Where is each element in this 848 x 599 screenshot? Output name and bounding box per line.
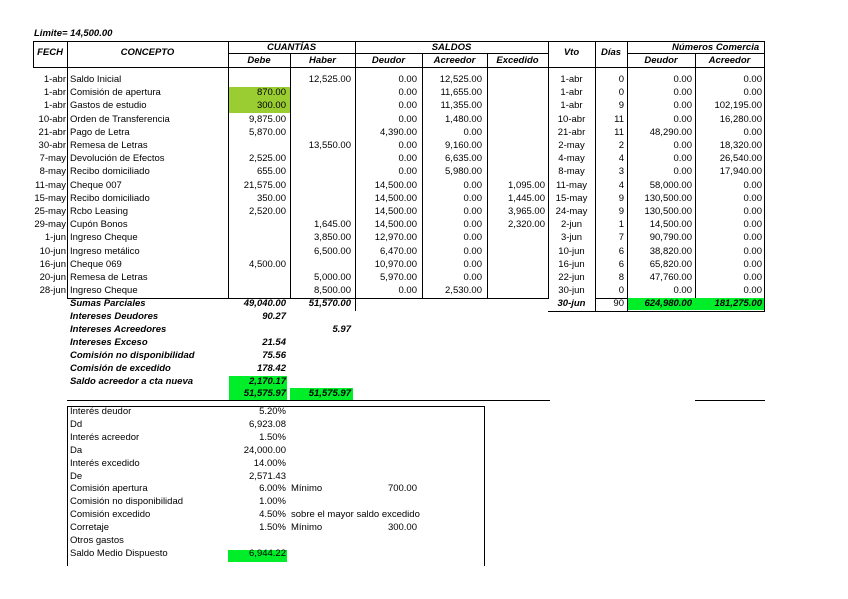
- cell-acreedor: 0.00: [463, 126, 482, 138]
- totals-vto: 30-jun: [557, 298, 586, 309]
- cell-concepto: Ingreso Cheque: [70, 232, 138, 244]
- cell-fecha: 1-abr: [43, 74, 66, 85]
- cell-concepto: Gastos de estudio: [70, 100, 147, 112]
- cell-acreedor: 0.00: [463, 179, 482, 191]
- col-header-haber: Haber: [309, 55, 336, 66]
- cell-num-acreedor: 0.00: [743, 87, 762, 99]
- col-header-concepto: CONCEPTO: [120, 47, 175, 58]
- cell-concepto: Devolución de Efectos: [70, 153, 165, 165]
- cell-acreedor: 11,655.00: [440, 87, 482, 99]
- cell-num-deudor: 0.00: [673, 74, 692, 85]
- param-extra-value: 300.00: [387, 522, 417, 534]
- cell-acreedor: 12,525.00: [439, 74, 482, 85]
- cell-fecha: 1-jun: [44, 232, 66, 244]
- cell-deudor: 0.00: [398, 140, 417, 151]
- cell-num-deudor: 0.00: [673, 140, 692, 151]
- cell-haber: 8,500.00: [314, 285, 351, 297]
- cell-acreedor: 5,980.00: [445, 166, 482, 178]
- col-header-excedido: Excedido: [496, 55, 539, 66]
- param-value: 2,571.43: [249, 470, 286, 482]
- param-value: 1.50%: [259, 522, 286, 534]
- cell-debe: 300.00: [256, 100, 286, 112]
- cell-num-acreedor: 0.00: [743, 272, 762, 283]
- param-extra-value: 700.00: [387, 483, 417, 495]
- cell-deudor: 14,500.00: [374, 179, 417, 191]
- cell-excedido: 3,965.00: [508, 206, 545, 217]
- summary-debe: 21.54: [262, 336, 286, 348]
- cell-acreedor: 9,160.00: [445, 140, 482, 151]
- cell-acreedor: 2,530.00: [445, 285, 482, 297]
- param-label: Otros gastos: [70, 535, 124, 546]
- cell-vto: 21-abr: [557, 126, 586, 138]
- cell-dias: 9: [618, 192, 624, 204]
- cell-debe: 9,875.00: [249, 113, 286, 125]
- param-value: 24,000.00: [243, 444, 286, 456]
- cell-concepto: Ingreso Cheque: [70, 285, 138, 297]
- cell-deudor: 6,470.00: [380, 245, 417, 257]
- cell-concepto: Ingreso metálico: [70, 245, 140, 257]
- param-label: Comisión apertura: [70, 483, 148, 495]
- cell-num-deudor: 38,820.00: [649, 245, 692, 257]
- cell-dias: 1: [618, 219, 624, 231]
- cell-vto: 22-jun: [558, 272, 585, 283]
- cell-fecha: 1-abr: [43, 100, 66, 112]
- col-header-num-deudor: Deudor: [644, 55, 678, 66]
- col-header-acreedor: Acreedor: [433, 55, 476, 66]
- cell-acreedor: 0.00: [463, 206, 482, 217]
- cell-acreedor: 11,355.00: [440, 100, 482, 112]
- cell-vto: 3-jun: [560, 232, 583, 244]
- cell-fecha: 7-may: [39, 153, 66, 165]
- cell-vto: 24-may: [555, 206, 588, 217]
- cell-acreedor: 0.00: [463, 232, 482, 244]
- cell-fecha: 25-may: [34, 206, 66, 217]
- cell-acreedor: 0.00: [463, 219, 482, 231]
- summary-label: Intereses Deudores: [70, 311, 159, 322]
- cell-haber: 13,550.00: [308, 140, 351, 151]
- cell-concepto: Rcbo Leasing: [70, 206, 129, 217]
- cell-num-deudor: 130,500.00: [644, 206, 692, 217]
- col-header-cuantias: CUANTÍAS: [266, 42, 317, 53]
- cell-concepto: Orden de Transferencia: [70, 113, 170, 125]
- cell-num-acreedor: 0.00: [743, 179, 762, 191]
- cell-deudor: 14,500.00: [374, 206, 417, 217]
- cell-deudor: 0.00: [398, 285, 417, 297]
- cell-dias: 7: [618, 232, 624, 244]
- cell-acreedor: 0.00: [463, 272, 482, 283]
- grid-line: [290, 53, 291, 299]
- summary-label: Intereses Exceso: [70, 336, 148, 348]
- summary-debe: 90.27: [262, 311, 286, 322]
- param-label: Da: [70, 444, 83, 456]
- cell-num-acreedor: 18,320.00: [719, 140, 762, 151]
- summary-haber: 5.97: [332, 323, 351, 335]
- cell-deudor: 10,970.00: [374, 258, 417, 270]
- cell-debe: 350.00: [256, 192, 286, 204]
- cell-deudor: 5,970.00: [380, 272, 417, 283]
- col-header-fech: FECH: [37, 47, 63, 58]
- limit-label: Limite= 14,500.00: [34, 28, 113, 39]
- cell-deudor: 0.00: [398, 87, 417, 99]
- summary-debe: 2,170.17: [249, 375, 286, 387]
- cell-fecha: 30-abr: [38, 140, 66, 151]
- header-bottom-border: [33, 67, 765, 68]
- cell-num-deudor: 0.00: [673, 100, 692, 112]
- cell-num-acreedor: 26,540.00: [719, 153, 762, 165]
- cell-num-acreedor: 0.00: [743, 74, 762, 85]
- cell-concepto: Pago de Letra: [70, 126, 130, 138]
- cell-num-deudor: 14,500.00: [649, 219, 692, 231]
- param-value: 4.50%: [259, 509, 286, 521]
- final-total-debe: 51,575.97: [243, 388, 286, 399]
- cell-vto: 1-abr: [560, 74, 583, 85]
- col-header-saldos: SALDOS: [431, 42, 472, 53]
- cell-num-acreedor: 0.00: [743, 245, 762, 257]
- col-header-deudor: Deudor: [371, 55, 406, 66]
- cell-haber: 12,525.00: [308, 74, 351, 85]
- cell-fecha: 16-jun: [39, 258, 66, 270]
- cell-dias: 11: [614, 113, 624, 125]
- summary-label: Comisión de excedido: [70, 362, 171, 374]
- param-value: 14.00%: [253, 457, 286, 469]
- cell-num-acreedor: 102,195.00: [714, 100, 762, 112]
- final-total-haber: 51,575.97: [308, 388, 351, 399]
- cell-concepto: Cheque 069: [70, 258, 122, 270]
- cell-deudor: 0.00: [398, 100, 417, 112]
- cell-num-acreedor: 0.00: [743, 206, 762, 217]
- cell-debe: 21,575.00: [243, 179, 286, 191]
- cell-debe: 2,520.00: [249, 206, 286, 217]
- cell-concepto: Recibo domiciliado: [70, 166, 150, 178]
- grid-line: [487, 53, 488, 299]
- cell-concepto: Cupón Bonos: [70, 219, 128, 231]
- cell-vto: 2-may: [558, 140, 585, 151]
- cell-haber: 3,850.00: [314, 232, 351, 244]
- cell-concepto: Cheque 007: [70, 179, 122, 191]
- cell-deudor: 0.00: [398, 166, 417, 178]
- cell-fecha: 21-abr: [38, 126, 66, 138]
- cell-num-acreedor: 17,940.00: [719, 166, 762, 178]
- cell-num-acreedor: 16,280.00: [719, 113, 762, 125]
- totals-debe: 49,040.00: [243, 298, 286, 309]
- cell-haber: 1,645.00: [314, 219, 351, 231]
- cell-vto: 1-abr: [560, 87, 583, 99]
- cell-dias: 9: [618, 206, 624, 217]
- cell-num-deudor: 0.00: [673, 285, 692, 297]
- cell-acreedor: 6,635.00: [445, 153, 482, 165]
- param-label: Interés excedido: [70, 457, 140, 469]
- summary-bottom-border: [695, 400, 765, 401]
- param-label: Saldo Medio Dispuesto: [70, 547, 168, 559]
- cell-deudor: 4,390.00: [380, 126, 417, 138]
- cell-dias: 11: [614, 126, 624, 138]
- col-header-dias: Días: [600, 47, 622, 58]
- cell-num-deudor: 47,760.00: [649, 272, 692, 283]
- cell-vto: 2-jun: [560, 219, 583, 231]
- param-value: 6.00%: [259, 483, 286, 495]
- cell-debe: 870.00: [256, 87, 286, 99]
- param-label: De: [70, 470, 83, 482]
- param-label: Comisión excedido: [70, 509, 151, 521]
- cell-num-deudor: 65,820.00: [649, 258, 692, 270]
- param-label: Corretaje: [70, 522, 110, 534]
- param-extra: Mínimo: [291, 483, 323, 495]
- cell-dias: 2: [618, 140, 624, 151]
- cell-num-acreedor: 0.00: [743, 126, 762, 138]
- cell-num-deudor: 0.00: [673, 87, 692, 99]
- cell-num-acreedor: 0.00: [743, 285, 762, 297]
- cell-acreedor: 0.00: [463, 192, 482, 204]
- col-header-vto: Vto: [563, 47, 580, 58]
- cell-num-deudor: 0.00: [673, 113, 692, 125]
- cell-deudor: 12,970.00: [374, 232, 417, 244]
- cell-debe: 655.00: [256, 166, 286, 178]
- cell-haber: 5,000.00: [314, 272, 351, 283]
- cell-num-acreedor: 0.00: [743, 232, 762, 244]
- cell-vto: 10-abr: [557, 113, 586, 125]
- col-header-numeros: Números Comercia: [672, 42, 760, 53]
- summary-label: Saldo acreedor a cta nueva: [70, 375, 194, 387]
- cell-num-deudor: 48,290.00: [649, 126, 692, 138]
- summary-label: Comisión no disponibilidad: [70, 349, 195, 361]
- cell-acreedor: 0.00: [463, 258, 482, 270]
- cell-dias: 6: [618, 245, 624, 257]
- cell-fecha: 10-jun: [39, 245, 66, 257]
- cell-debe: 2,525.00: [249, 153, 286, 165]
- cell-dias: 0: [618, 285, 624, 297]
- cell-concepto: Recibo domiciliado: [70, 192, 150, 204]
- totals-label: Sumas Parciales: [70, 298, 146, 309]
- cell-fecha: 28-jun: [39, 285, 66, 297]
- totals-dias: 90: [613, 298, 624, 309]
- cell-concepto: Remesa de Letras: [70, 272, 148, 283]
- cell-dias: 0: [618, 74, 624, 85]
- summary-bottom-border: [67, 400, 550, 401]
- cell-vto: 1-abr: [560, 100, 583, 112]
- param-value: 6,944.22: [249, 547, 286, 559]
- cell-dias: 9: [618, 100, 624, 112]
- param-label: Interés acreedor: [70, 431, 140, 443]
- param-value: 1.50%: [259, 431, 286, 443]
- cell-dias: 4: [618, 153, 624, 165]
- cell-deudor: 0.00: [398, 74, 417, 85]
- cell-dias: 8: [618, 272, 624, 283]
- col-header-debe: Debe: [247, 55, 271, 66]
- cell-vto: 8-may: [558, 166, 585, 178]
- cell-fecha: 29-may: [34, 219, 66, 231]
- param-extra: sobre el mayor saldo excedido: [291, 509, 420, 521]
- cell-debe: 5,870.00: [249, 126, 286, 138]
- grid-line: [67, 41, 68, 299]
- cell-deudor: 14,500.00: [374, 192, 417, 204]
- cell-num-acreedor: 0.00: [743, 258, 762, 270]
- totals-num-deudor: 624,980.00: [644, 298, 692, 309]
- cell-fecha: 1-abr: [43, 87, 66, 99]
- cell-fecha: 8-may: [39, 166, 66, 178]
- cell-vto: 30-jun: [558, 285, 585, 297]
- cell-dias: 0: [618, 87, 624, 99]
- cell-num-deudor: 58,000.00: [649, 179, 692, 191]
- cell-acreedor: 0.00: [463, 245, 482, 257]
- cell-excedido: 2,320.00: [508, 219, 545, 231]
- cell-num-deudor: 130,500.00: [644, 192, 692, 204]
- cell-num-acreedor: 0.00: [743, 219, 762, 231]
- param-value: 5.20%: [259, 406, 286, 417]
- cell-dias: 3: [618, 166, 624, 178]
- summary-debe: 75.56: [262, 349, 286, 361]
- summary-label: Intereses Acreedores: [70, 323, 167, 335]
- param-value: 6,923.08: [249, 418, 286, 430]
- cell-concepto: Remesa de Letras: [70, 140, 148, 151]
- cell-vto: 11-may: [556, 179, 587, 191]
- cell-dias: 6: [618, 258, 624, 270]
- body-bottom-border: [355, 298, 548, 299]
- cell-concepto: Saldo Inicial: [70, 74, 122, 85]
- cell-fecha: 15-may: [34, 192, 66, 204]
- cell-vto: 15-may: [555, 192, 588, 204]
- cell-debe: 4,500.00: [249, 258, 286, 270]
- cell-excedido: 1,095.00: [508, 179, 545, 191]
- col-header-num-acreedor: Acreedor: [708, 55, 751, 66]
- cell-haber: 6,500.00: [314, 245, 351, 257]
- cell-deudor: 14,500.00: [374, 219, 417, 231]
- cell-dias: 4: [618, 179, 624, 191]
- cell-vto: 10-jun: [558, 245, 585, 257]
- totals-haber: 51,570.00: [308, 298, 351, 309]
- totals-underline: [548, 311, 765, 312]
- cell-fecha: 20-jun: [39, 272, 66, 283]
- cell-excedido: 1,445.00: [508, 192, 545, 204]
- summary-debe: 178.42: [256, 362, 286, 374]
- cell-num-acreedor: 0.00: [743, 192, 762, 204]
- param-extra: Mínimo: [291, 522, 323, 534]
- cell-num-deudor: 90,790.00: [649, 232, 692, 244]
- grid-line: [764, 41, 765, 311]
- cell-vto: 4-may: [558, 153, 585, 165]
- cell-vto: 16-jun: [558, 258, 585, 270]
- param-label: Dd: [70, 418, 83, 430]
- cell-deudor: 0.00: [398, 113, 417, 125]
- cell-acreedor: 1,480.00: [445, 113, 482, 125]
- cell-num-deudor: 0.00: [673, 153, 692, 165]
- param-label: Interés deudor: [70, 406, 132, 417]
- cell-fecha: 11-may: [35, 179, 66, 191]
- cell-num-deudor: 0.00: [673, 166, 692, 178]
- cell-concepto: Comisión de apertura: [70, 87, 161, 99]
- param-label: Comisión no disponibilidad: [70, 496, 184, 508]
- cell-deudor: 0.00: [398, 153, 417, 165]
- totals-num-acreedor: 181,275.00: [714, 298, 762, 309]
- cell-fecha: 10-abr: [38, 113, 66, 125]
- param-value: 1.00%: [259, 496, 286, 508]
